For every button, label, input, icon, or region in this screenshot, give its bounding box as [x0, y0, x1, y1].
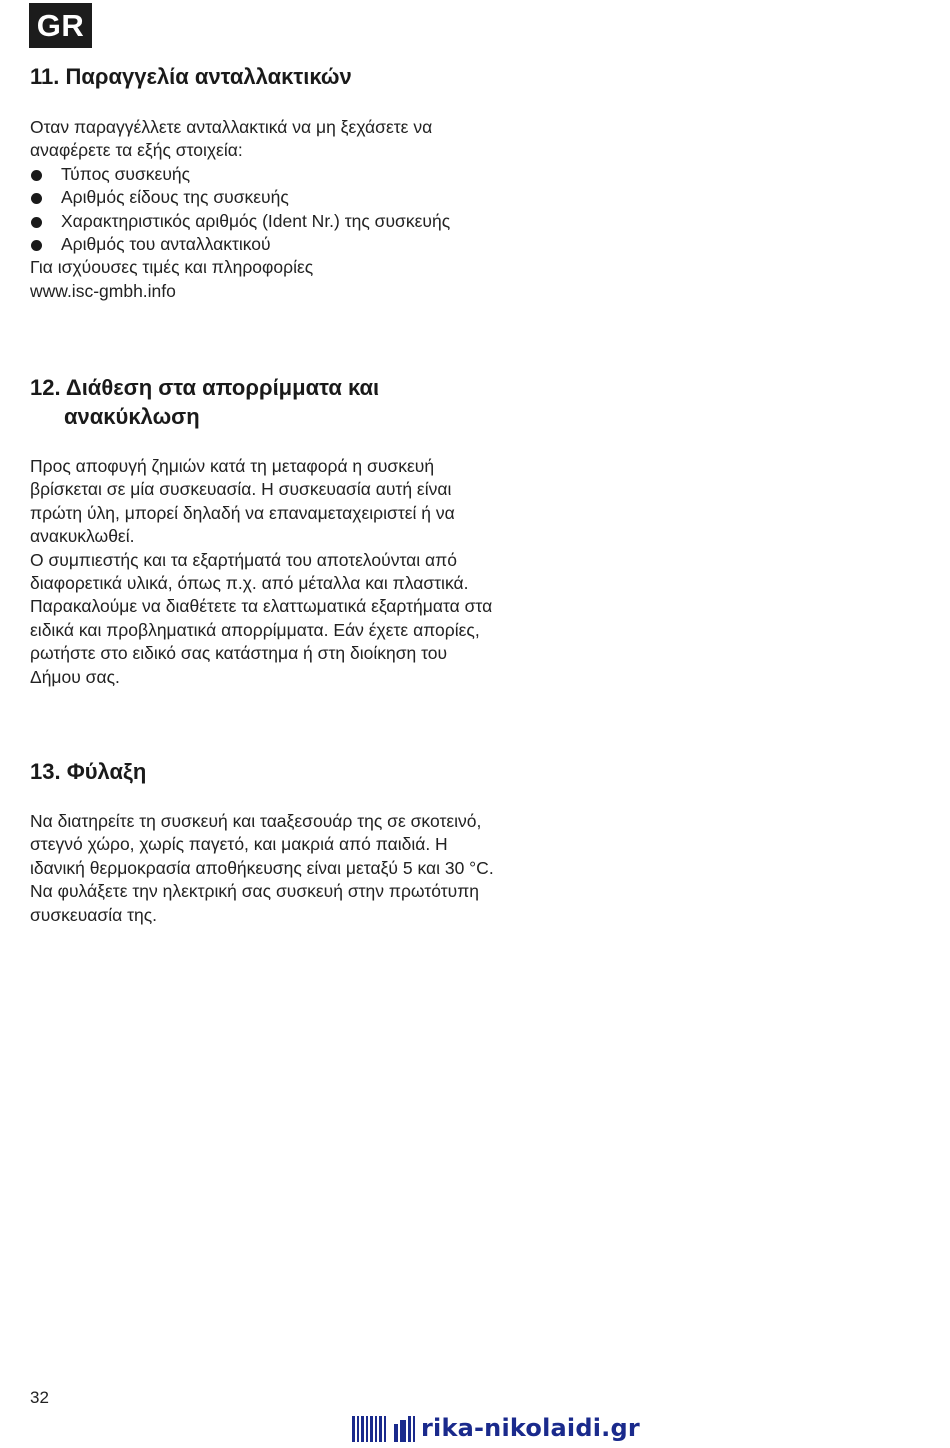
section-12-paragraph-1: Προς αποφυγή ζημιών κατά τη μεταφορά η συσκευή βρίσκεται σε μία συσκευασία. Η συσκευασία αυτή είναι πρώτη ύλη, μπορεί δηλαδή να επαναμεταχειριστεί ή να ανακυκλωθεί. — [30, 456, 455, 547]
watermark-text: rika-nikolaidi.gr — [421, 1414, 640, 1442]
section-12-title-line2: ανακύκλωση — [64, 404, 200, 429]
section-12-paragraph-2: Ο συμπιεστής και τα εξαρτήματά του αποτελούνται από διαφορετικά υλικά, όπως π.χ. από μέταλλα και πλαστικά. Παρακαλούμε να διαθέτετε τα ελαττωματικά εξαρτήματα στα ειδικά και προβληματικά απορρίμματα. Εάν έχετε απορίες, ρωτήστε στο ειδικό σας κατάστημα ή στη διοίκηση του Δήμου σας. — [30, 549, 493, 687]
bullet-icon — [31, 217, 42, 228]
bullet-icon — [31, 240, 42, 251]
bullet-icon — [31, 170, 42, 181]
barcode-icon — [352, 1414, 417, 1442]
list-item: Τύπος συσκευής — [30, 163, 500, 186]
section-storage — [30, 757, 500, 927]
section-12-title — [30, 373, 500, 431]
spare-parts-list — [30, 163, 500, 257]
website-link[interactable]: www.isc-gmbh.info — [30, 280, 176, 301]
section-13-title: 13. Φύλαξη — [30, 759, 147, 784]
bullet-icon — [31, 193, 42, 204]
list-item: Χαρακτηριστικός αριθμός (Ident Nr.) της συσκευής — [30, 210, 500, 233]
watermark-logo — [352, 1408, 640, 1448]
section-12-title-line1: 12. Διάθεση στα απορρίμματα και — [30, 375, 380, 400]
section-13-paragraph: Να διατηρείτε τη συσκευή και ταaξεσουάρ της σε σκοτεινό, στεγνό χώρο, χωρίς παγετό, και μακριά από παιδιά. Η ιδανική θερμοκρασία αποθήκευσης είναι μεταξύ 5 και 30 °C. Να φυλάξετε την ηλεκτρική σας συσκευή στην πρωτότυπη συσκευασία της. — [30, 811, 494, 925]
language-badge: GR — [29, 3, 92, 48]
section-11-outro: Για ισχύουσες τιμές και πληροφορίες — [30, 257, 314, 278]
section-11-intro: Οταν παραγγέλλετε ανταλλακτικά να μη ξεχάσετε να αναφέρετε τα εξής στοιχεία: — [30, 117, 433, 161]
list-item: Αριθμός του ανταλλακτικού — [30, 233, 500, 256]
list-item: Αριθμός είδους της συσκευής — [30, 186, 500, 209]
section-11-title: 11. Παραγγελία ανταλλακτικών — [30, 64, 352, 89]
page-number: 32 — [30, 1388, 49, 1407]
section-spare-parts — [30, 62, 500, 303]
section-disposal — [30, 373, 500, 689]
